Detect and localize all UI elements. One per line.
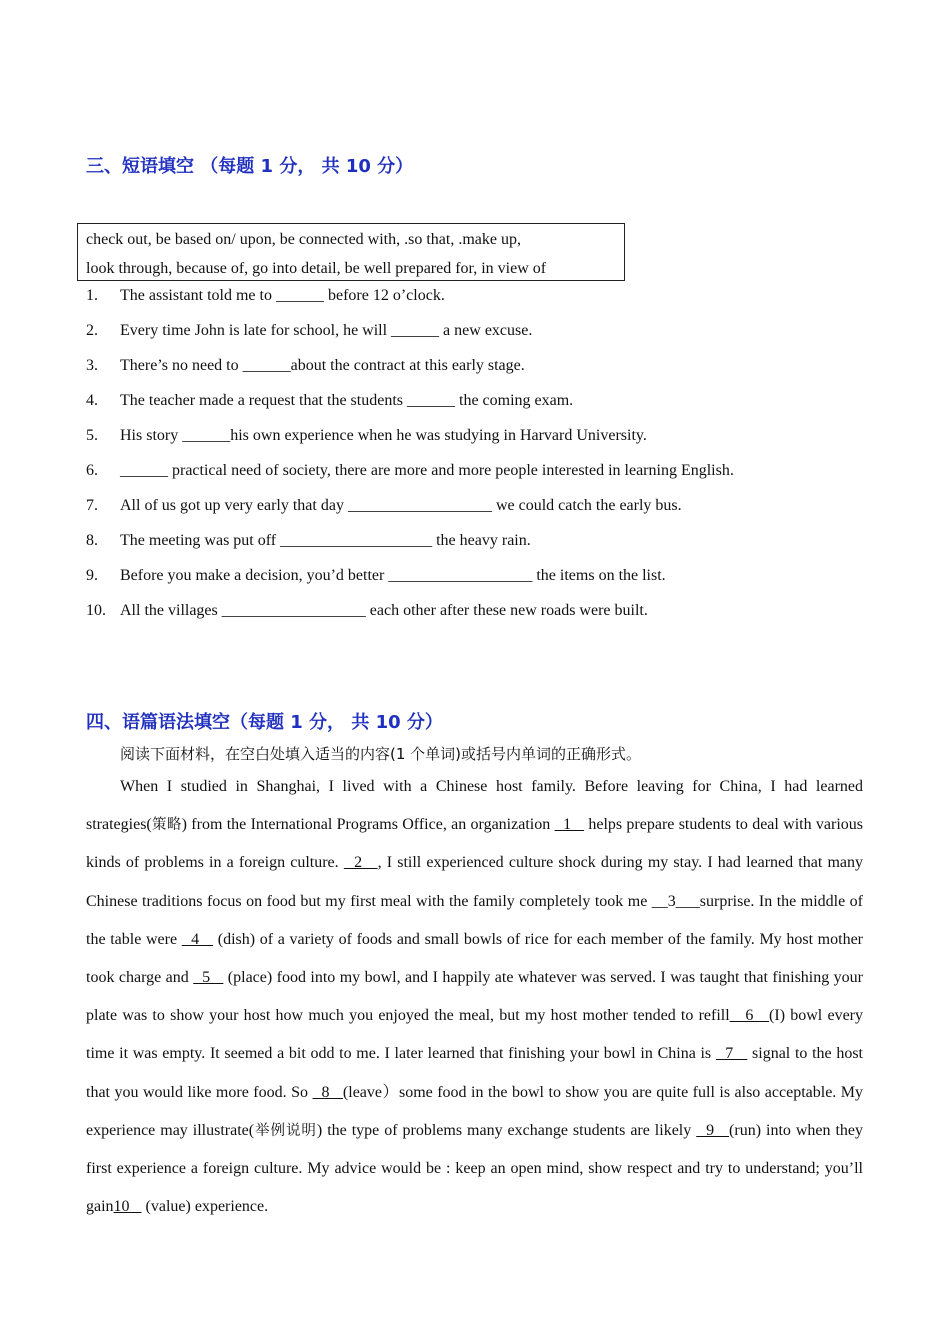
question-4	[86, 391, 573, 411]
phrase-box	[77, 223, 625, 281]
question-number: 8.	[86, 532, 98, 549]
question-number: 6.	[86, 462, 98, 479]
question-7	[86, 496, 682, 516]
phrase-box-line-2: look through, because of, go into detail, be well prepared for, in view of	[86, 260, 547, 277]
question-number: 3.	[86, 357, 98, 374]
question-2	[86, 321, 532, 341]
blank-4[interactable]: 4	[181, 930, 214, 948]
question-number: 2.	[86, 322, 98, 339]
blank-1[interactable]: 1	[554, 816, 585, 834]
blank-9[interactable]: 9	[696, 1121, 730, 1139]
question-number: 9.	[86, 567, 98, 584]
passage-text: (I) bowl every time it was empty. It seemed a bit odd to me. I later learned that finishing your bowl in China is	[86, 1007, 864, 1063]
question-number: 5.	[86, 427, 98, 444]
question-10	[86, 601, 648, 621]
question-text: There’s no need to ______about the contract at this early stage.	[120, 357, 525, 374]
section-4-title: 四、语篇语法填空（每题 1 分， 共 10 分）	[86, 712, 443, 733]
blank-10[interactable]: 10	[113, 1198, 142, 1216]
blank-5[interactable]: 5	[193, 969, 224, 987]
cloze-passage	[86, 768, 863, 1226]
passage-text: helps prepare students to deal with various kinds of problems in a foreign culture.	[86, 816, 864, 872]
blank-8[interactable]: 8	[312, 1083, 343, 1101]
question-text: ______ practical need of society, there are more and more people interested in learning English.	[120, 462, 734, 479]
question-number: 10.	[86, 602, 106, 619]
passage-text: ) from the International Programs Office, an organization	[181, 816, 555, 834]
question-5	[86, 426, 647, 446]
question-text: All of us got up very early that day __________________ we could catch the early bus.	[120, 497, 682, 514]
passage-text: (dish) of a variety of foods and small bowls of rice for each member of the family. My host mother took charge and	[86, 930, 863, 987]
question-text: Before you make a decision, you’d better __________________ the items on the list.	[120, 567, 666, 584]
phrase-box-line-1: check out, be based on/ upon, be connected with, .so that, .make up,	[86, 231, 521, 248]
question-9	[86, 566, 666, 586]
passage-text: (value) experience.	[141, 1198, 269, 1216]
question-number: 7.	[86, 497, 98, 514]
question-text: The assistant told me to ______ before 12 o’clock.	[120, 287, 445, 304]
passage-text: (place) food into my bowl, and I happily ate whatever was served. I was taught that finishing your plate was to show your host how much you enjoyed the meal, but my host mother tended to refill	[86, 969, 864, 1025]
question-number: 1.	[86, 287, 98, 304]
blank-2[interactable]: 2	[343, 854, 378, 872]
passage-text: signal to the host that you would like more food. So	[86, 1045, 864, 1101]
section-4-instruction: 阅读下面材料，在空白处填入适当的内容(1 个单词)或括号内单词的正确形式。	[120, 745, 642, 763]
question-3	[86, 356, 525, 376]
blank-7[interactable]: 7	[715, 1045, 748, 1063]
blank-6[interactable]: 6	[729, 1007, 770, 1025]
question-text: The meeting was put off ___________________ the heavy rain.	[120, 532, 531, 549]
question-text: His story ______his own experience when he was studying in Harvard University.	[120, 427, 647, 444]
question-8	[86, 531, 531, 551]
passage-text: , I still experienced culture shock during my stay. I had learned that many Chinese traditions focus on food but my first meal with the family completely took me __3___surprise. In the middle of the table were	[86, 854, 863, 948]
question-1	[86, 286, 445, 306]
passage-text: (run) into when they first experience a foreign culture. My advice would be : keep an open mind, show respect and try to understand; you’ll gain	[86, 1121, 864, 1216]
passage-gloss: 策略	[151, 817, 182, 834]
question-6	[86, 461, 734, 481]
passage-text: ) the type of problems many exchange students are likely	[316, 1121, 697, 1139]
question-number: 4.	[86, 392, 98, 409]
question-text: The teacher made a request that the students ______ the coming exam.	[120, 392, 574, 409]
section-3-title: 三、短语填空 （每题 1 分， 共 10 分）	[86, 156, 414, 177]
question-text: Every time John is late for school, he will ______ a new excuse.	[120, 322, 533, 339]
passage-gloss: 举例说明	[254, 1122, 317, 1139]
question-text: All the villages __________________ each other after these new roads were built.	[120, 602, 648, 619]
passage-text: (leave）some food in the bowl to show you are quite full is also acceptable. My experience may illustrate(	[86, 1083, 864, 1139]
passage-text: When I studied in Shanghai, I lived with a Chinese host family. Before leaving for China, I had learned strategies(	[86, 778, 863, 834]
